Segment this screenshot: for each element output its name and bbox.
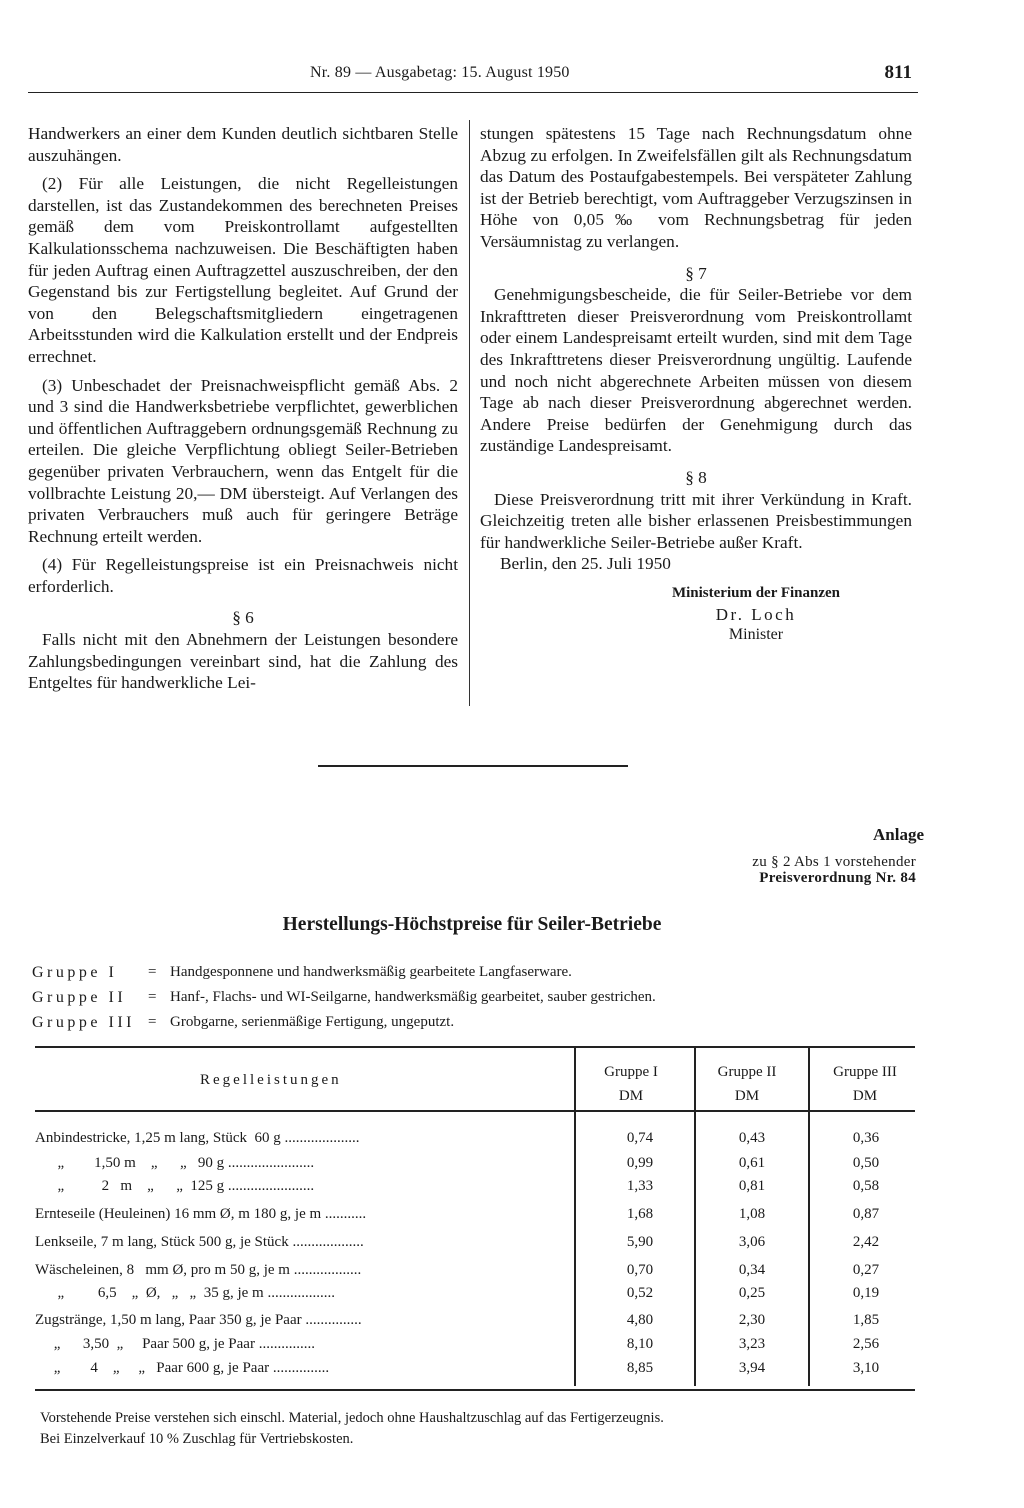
- cell-gruppe-1: 1,68: [626, 1206, 654, 1222]
- right-paragraph-2: Genehmigungsbescheide, die für Seiler-Betriebe vor dem Inkrafttreten dieser Preisverordnung vom Preiskontrollamt oder einem Landespreisamt erteilt wurden, sind mit dem Tage des Inkrafttretens dieser Preisverordnung ungültig. Laufende und noch nicht abgerechnete Arbeiten müssen von diesem Tage ab nach dieser Preisverordnung abgerechnet werden. Andere Preise bedürfen der Genehmigung durch das zuständige Landespreisamt.: [480, 285, 912, 456]
- cell-gruppe-1: 8,10: [626, 1336, 654, 1352]
- left-paragraph-2: (2) Für alle Leistungen, die nicht Regelleistungen darstellen, ist das Zustandekommen des berechneten Preises gemäß dem vom Preiskontrollamt aufgestellten Kalkulationsschema nachzuweisen. Die Beschäftigten haben für jeden Auftrag einen Auftragzettel auszuschreiben, der den Gegenstand bis zur Fertigstellung begleitet. Auf Grund der von den Belegschaftsmitgliedern eingetragenen Arbeitsstunden wird die Kalkulation erstellt und der Endpreis errechnet.: [28, 174, 458, 366]
- table-header-gruppe-1: [576, 1060, 686, 1108]
- table-header-regelleistungen: Regelleistungen: [200, 1072, 342, 1088]
- cell-gruppe-1: 8,85: [626, 1360, 654, 1376]
- row-label: Ernteseile (Heuleinen) 16 mm Ø, m 180 g, je m ...........: [35, 1206, 367, 1222]
- row-label: „ 1,50 m „ „ 90 g .......................: [35, 1155, 315, 1171]
- cell-gruppe-3: 1,85: [852, 1312, 880, 1328]
- annex-label: Anlage: [873, 825, 924, 844]
- left-paragraph-3: (3) Unbeschadet der Preisnachweispflicht gemäß Abs. 2 und 3 sind die Handwerksbetriebe verpflichtet, gewerblichen und öffentlichen Auftraggebern ordnungsgemäß Rechnung zu erteilen. Die gleiche Verpflichtung obliegt Seiler-Betrieben gegenüber privaten Verbrauchern, wenn das Entgelt für die vollbrachte Leistung 20,— DM übersteigt. Auf Verlangen des privaten Verbrauchers muß auch für geringere Beträge Rechnung erteilt werden.: [28, 375, 458, 546]
- row-label: „ 6,5 „ Ø, „ „ 35 g, je m ..................: [35, 1285, 335, 1301]
- cell-gruppe-3: 0,19: [852, 1285, 880, 1301]
- table-row: [35, 1155, 915, 1179]
- footnote: [40, 1408, 664, 1450]
- cell-gruppe-2: 0,34: [738, 1262, 766, 1278]
- group-name: Gruppe II: [32, 989, 127, 1006]
- table-bottom-rule: [35, 1389, 915, 1391]
- group-row: [32, 985, 656, 1010]
- table-row: [35, 1262, 915, 1286]
- cell-gruppe-2: 0,81: [738, 1178, 766, 1194]
- left-paragraph-5: Falls nicht mit den Abnehmern der Leistungen besondere Zahlungsbedingungen vereinbart sind, hat die Zahlung des Entgeltes für handwerkliche Lei-: [28, 630, 458, 693]
- signatory-role: Minister: [728, 626, 784, 644]
- cell-gruppe-2: 2,30: [738, 1312, 766, 1328]
- table-row: [35, 1336, 915, 1360]
- right-paragraph-3: Diese Preisverordnung tritt mit ihrer Verkündung in Kraft. Gleichzeitig treten alle bisher erlassenen Preisbestimmungen für handwerkliche Seiler-Betriebe außer Kraft.: [480, 489, 912, 552]
- signature-block: [600, 583, 912, 646]
- cell-gruppe-3: 0,50: [852, 1155, 880, 1171]
- header-unit: DM: [734, 1088, 760, 1104]
- group-equals: =: [148, 989, 157, 1005]
- table-row: [35, 1312, 915, 1336]
- cell-gruppe-2: 3,06: [738, 1234, 766, 1250]
- right-paragraph-1: stungen spätestens 15 Tage nach Rechnungsdatum ohne Abzug zu erfolgen. In Zweifelsfällen gilt als Rechnungsdatum das Datum des Postaufgabestempels. Bei verspäteter Zahlung ist der Betrieb berechtigt, vom Auftraggeber Verzugszinsen in Höhe von 0,05‰ vom Rechnungsbetrag für jeden Versäumnistag zu verlangen.: [480, 124, 912, 251]
- cell-gruppe-1: 0,74: [626, 1130, 654, 1146]
- row-label: Lenkseile, 7 m lang, Stück 500 g, je Stück ...................: [35, 1234, 364, 1250]
- header-unit: DM: [852, 1088, 878, 1104]
- signatory-name: Dr. Loch: [715, 605, 797, 625]
- row-label: „ 3,50 „ Paar 500 g, je Paar ...............: [35, 1336, 315, 1352]
- cell-gruppe-3: 0,36: [852, 1130, 880, 1146]
- cell-gruppe-1: 0,52: [626, 1285, 654, 1301]
- row-label: Anbindestricke, 1,25 m lang, Stück 60 g ....................: [35, 1130, 360, 1146]
- section-7-heading: § 7: [685, 263, 707, 283]
- row-label: „ 2 m „ „ 125 g .......................: [35, 1178, 315, 1194]
- cell-gruppe-3: 2,56: [852, 1336, 880, 1352]
- cell-gruppe-3: 0,58: [852, 1178, 880, 1194]
- right-column: [480, 123, 912, 646]
- table-header-gruppe-3: [810, 1060, 920, 1108]
- table-row: [35, 1285, 915, 1309]
- cell-gruppe-3: 0,27: [852, 1262, 880, 1278]
- annex-title: Herstellungs-Höchstpreise für Seiler-Betriebe: [282, 914, 662, 935]
- column-divider: [469, 120, 470, 706]
- group-description: Hanf-, Flachs- und WI-Seilgarne, handwerksmäßig gearbeitet, sauber gestrichen.: [170, 989, 656, 1005]
- cell-gruppe-2: 0,43: [738, 1130, 766, 1146]
- cell-gruppe-2: 0,25: [738, 1285, 766, 1301]
- cell-gruppe-1: 0,99: [626, 1155, 654, 1171]
- left-paragraph-1: Handwerkers an einer dem Kunden deutlich sichtbaren Stelle auszuhängen.: [28, 124, 458, 165]
- annex-note-line-1: zu § 2 Abs 1 vorstehender: [752, 854, 916, 870]
- group-name: Gruppe I: [32, 964, 118, 981]
- header-line: Gruppe II: [717, 1064, 777, 1080]
- footnote-line-2: Bei Einzelverkauf 10 % Zuschlag für Vertriebskosten.: [40, 1431, 354, 1447]
- annex-note-line-2: Preisverordnung Nr. 84: [759, 870, 916, 886]
- page-header: [28, 62, 918, 93]
- cell-gruppe-1: 0,70: [626, 1262, 654, 1278]
- issue-title: Nr. 89 — Ausgabetag: 15. August 1950: [310, 64, 570, 81]
- cell-gruppe-2: 3,94: [738, 1360, 766, 1376]
- left-paragraph-4: (4) Für Regelleistungspreise ist ein Preisnachweis nicht erforderlich.: [28, 555, 458, 596]
- cell-gruppe-1: 4,80: [626, 1312, 654, 1328]
- row-label: Wäscheleinen, 8 mm Ø, pro m 50 g, je m ..................: [35, 1262, 362, 1278]
- group-row: [32, 960, 656, 985]
- left-column: [28, 123, 458, 694]
- cell-gruppe-2: 1,08: [738, 1206, 766, 1222]
- cell-gruppe-3: 0,87: [852, 1206, 880, 1222]
- table-row: [35, 1206, 915, 1230]
- group-row: [32, 1010, 656, 1035]
- group-equals: =: [148, 964, 157, 980]
- group-definitions: [32, 960, 656, 1035]
- group-description: Handgesponnene und handwerksmäßig gearbeitete Langfaserware.: [170, 964, 572, 980]
- table-row: [35, 1360, 915, 1384]
- table-header-gruppe-2: [692, 1060, 802, 1108]
- section-8-heading: § 8: [685, 467, 707, 487]
- header-line: Gruppe I: [604, 1064, 658, 1080]
- cell-gruppe-1: 5,90: [626, 1234, 654, 1250]
- header-line: Gruppe III: [833, 1064, 897, 1080]
- ministry-name: Ministerium der Finanzen: [671, 584, 841, 601]
- row-label: Zugstränge, 1,50 m lang, Paar 350 g, je Paar ...............: [35, 1312, 362, 1328]
- cell-gruppe-2: 3,23: [738, 1336, 766, 1352]
- place-and-date: Berlin, den 25. Juli 1950: [500, 554, 671, 574]
- group-description: Grobgarne, serienmäßige Fertigung, ungeputzt.: [170, 1014, 455, 1030]
- annex-note: [752, 854, 916, 886]
- cell-gruppe-3: 2,42: [852, 1234, 880, 1250]
- table-row: [35, 1178, 915, 1202]
- table-row: [35, 1130, 915, 1154]
- group-equals: =: [148, 1014, 157, 1030]
- footnote-line-1: Vorstehende Preise verstehen sich einschl. Material, jedoch ohne Haushaltzuschlag auf das Fertigerzeugnis.: [40, 1410, 664, 1426]
- group-name: Gruppe III: [32, 1014, 135, 1031]
- cell-gruppe-2: 0,61: [738, 1155, 766, 1171]
- table-top-rule: [35, 1046, 915, 1048]
- header-unit: DM: [618, 1088, 644, 1104]
- row-label: „ 4 „ „ Paar 600 g, je Paar ...............: [35, 1360, 330, 1376]
- cell-gruppe-1: 1,33: [626, 1178, 654, 1194]
- cell-gruppe-3: 3,10: [852, 1360, 880, 1376]
- table-row: [35, 1234, 915, 1258]
- table-header-rule: [35, 1110, 915, 1112]
- section-divider: [318, 765, 628, 767]
- page-number: 811: [884, 62, 912, 83]
- section-6-heading: § 6: [232, 608, 254, 628]
